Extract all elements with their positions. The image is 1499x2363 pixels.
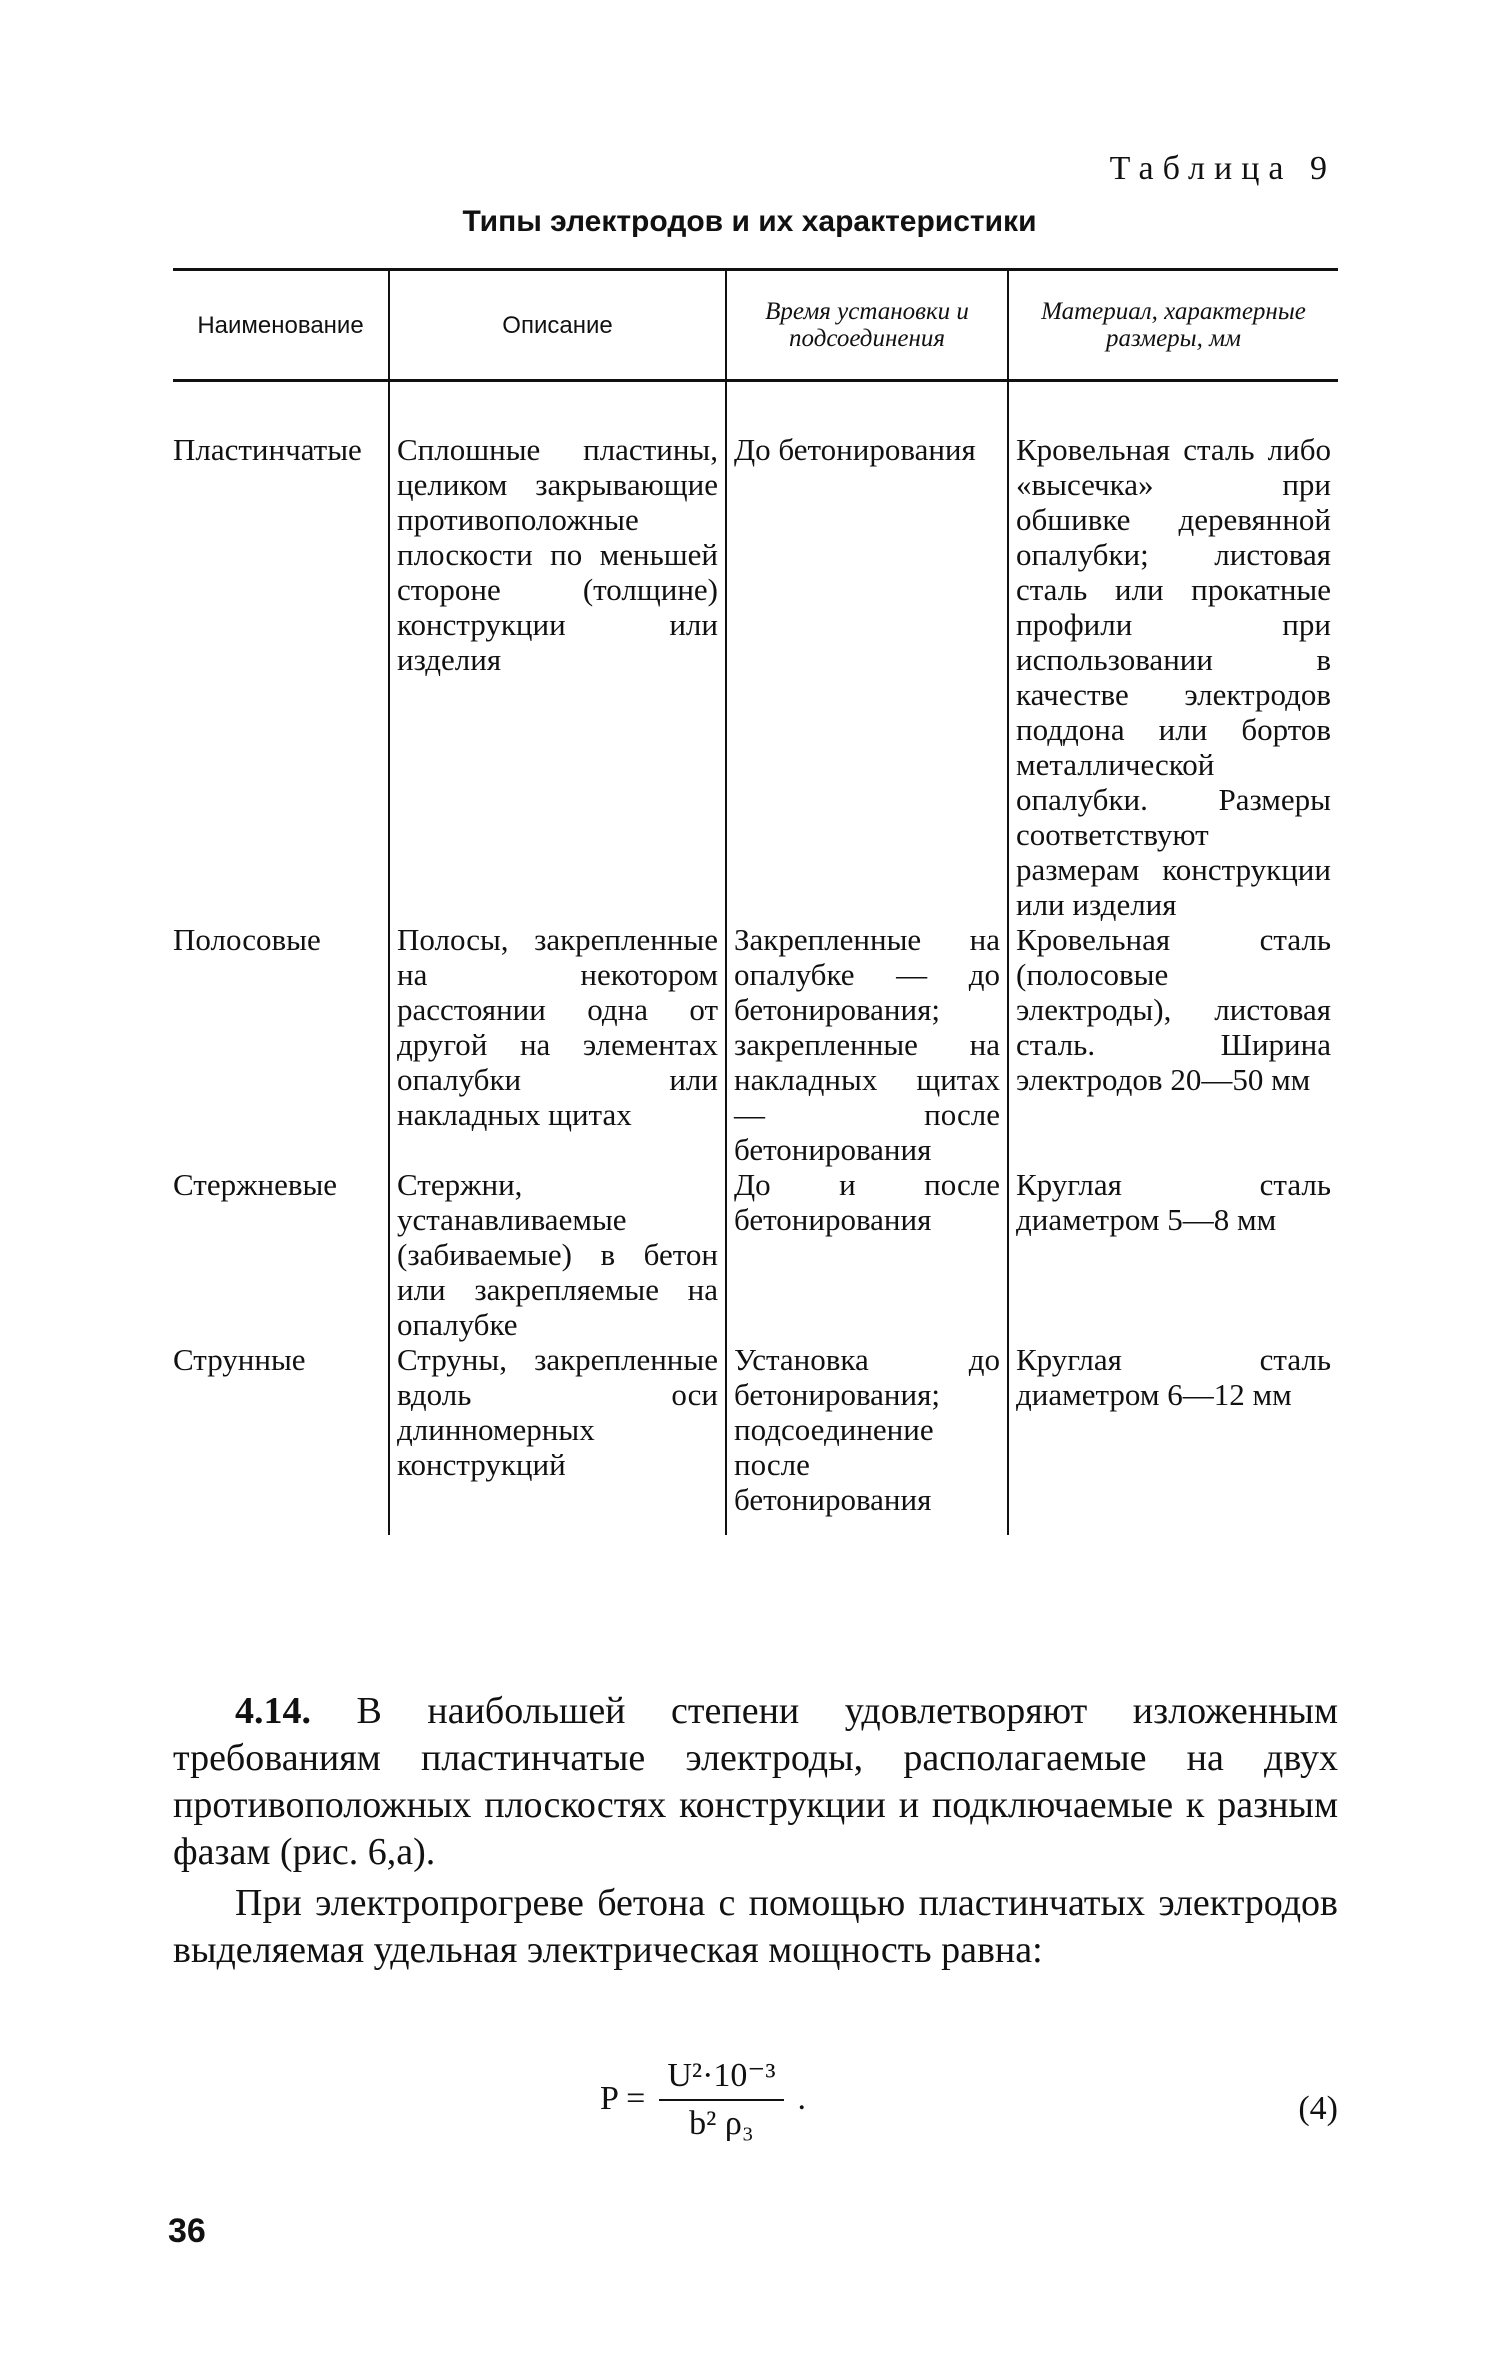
cell-material: Круглая сталь диаметром 6—12 мм <box>1008 1342 1338 1535</box>
formula-fraction <box>659 2055 783 2143</box>
formula-denominator: b² ρ₃ <box>689 2105 754 2142</box>
table-title: Типы электродов и их характеристики <box>462 205 1037 238</box>
table-row <box>173 922 1338 1167</box>
formula-tail: . <box>797 2080 807 2117</box>
paragraph-text: В наибольшей степени удовлетворяют изложенным требованиям пластинчатые электроды, располагаемые на двух противоположных плоскостях конструкции и подключаемые к разным фазам (рис. 6,а). <box>173 1690 1338 1873</box>
paragraph-4-14 <box>173 1688 1338 1876</box>
cell-description: Полосы, закрепленные на некотором расстоянии одна от другой на элементах опалубки или накладных щитах <box>389 922 726 1167</box>
page-number: 36 <box>168 2212 206 2250</box>
table-row <box>173 1167 1338 1342</box>
header-description: Описание <box>389 270 726 381</box>
cell-material: Кровельная сталь (полосовые электроды), листовая сталь. Ширина электродов 20—50 мм <box>1008 922 1338 1167</box>
header-material: Материал, характерные размеры, мм <box>1008 270 1338 381</box>
table-row <box>173 381 1338 923</box>
cell-description: Струны, закрепленные вдоль оси длинномерных конструкций <box>389 1342 726 1535</box>
cell-name: Полосовые <box>173 922 321 957</box>
formula-lhs: P = <box>600 2080 646 2117</box>
cell-time: До бетонирования <box>726 381 1008 923</box>
equation-number: (4) <box>1298 2090 1338 2127</box>
formula-power <box>600 2055 806 2143</box>
cell-name: Пластинчатые <box>173 432 362 467</box>
cell-name: Стержневые <box>173 1167 338 1202</box>
header-name: Наименование <box>197 311 364 339</box>
cell-time: До и после бетонирования <box>726 1167 1008 1342</box>
cell-time: Закрепленные на опалубке — до бетонирования; закрепленные на накладных щитах — после бетонирования <box>726 922 1008 1167</box>
table-header-row <box>173 270 1338 381</box>
cell-time: Установка до бетонирования; подсоединение после бетонирования <box>726 1342 1008 1535</box>
paragraph-power <box>173 1880 1338 1974</box>
cell-description: Стержни, устанавливаемые (забиваемые) в бетон или закрепляемые на опалубке <box>389 1167 726 1342</box>
section-number: 4.14. <box>235 1690 311 1732</box>
cell-name: Струнные <box>173 1342 306 1377</box>
cell-description: Сплошные пластины, целиком закрывающие противоположные плоскости по меньшей стороне (толщине) конструкции или изделия <box>389 381 726 923</box>
table-row <box>173 1342 1338 1535</box>
cell-material: Круглая сталь диаметром 5—8 мм <box>1008 1167 1338 1342</box>
paragraph-text: При электропрогреве бетона с помощью пластинчатых электродов выделяемая удельная электрическая мощность равна: <box>173 1882 1338 1971</box>
formula-numerator: U²·10⁻³ <box>659 2055 783 2101</box>
electrode-types-table <box>173 268 1338 1535</box>
cell-material: Кровельная сталь либо «высечка» при обшивке деревянной опалубки; листовая сталь или прокатные профили при использовании в качестве электродов поддона или бортов металлической опалубки. Размеры соответствуют размерам конструкции или изделия <box>1008 381 1338 923</box>
header-time: Время установки и подсоединения <box>726 270 1008 381</box>
table-label: Таблица 9 <box>1109 150 1336 187</box>
